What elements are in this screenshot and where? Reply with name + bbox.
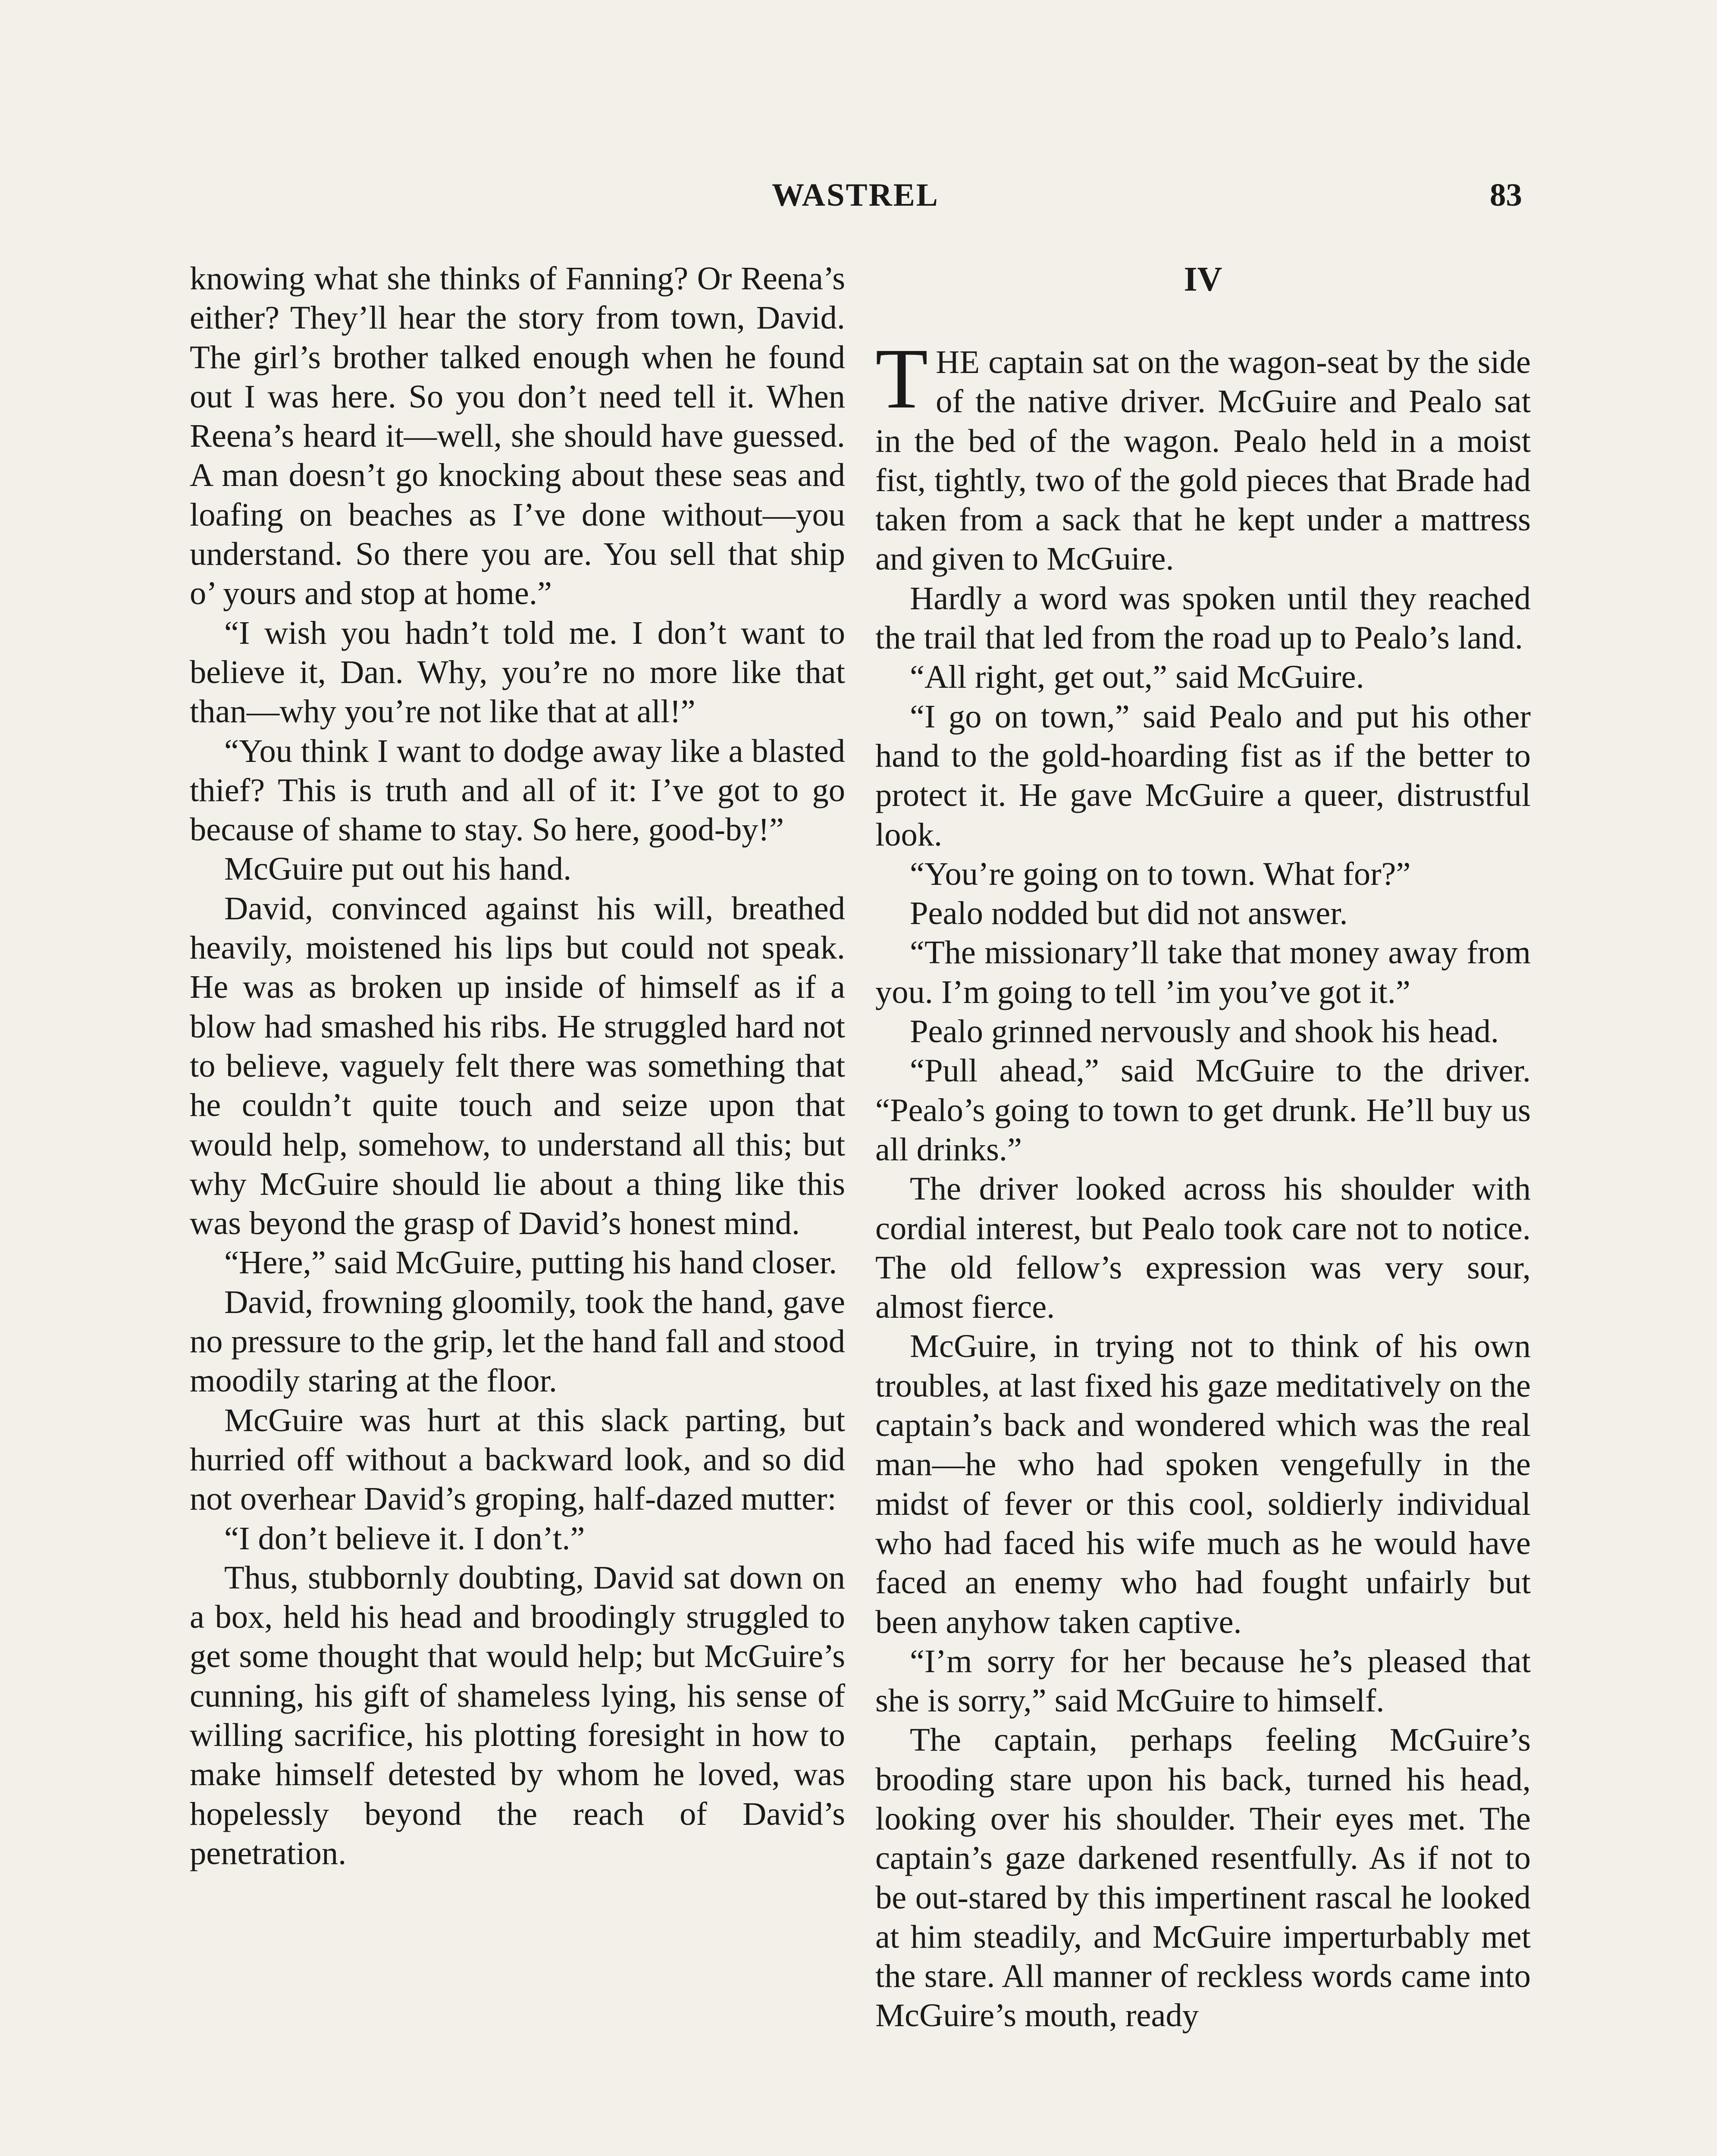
page-number: 83 (1490, 177, 1522, 213)
page-header (0, 177, 1717, 224)
paragraph: knowing what she thinks of Fanning? Or Reena’s either? They’ll hear the story from town, David. The girl’s brother talked enough when he found out I was here. So you don’t need tell it. When Reena’s heard it—well, she should have guessed. A man doesn’t go knocking about these seas and loafing on beaches as I’ve done without—you understand. So there you are. You sell that ship o’ yours and stop at home.” (190, 260, 845, 612)
paragraph: “The missionary’ll take that money away from you. I’m going to tell ’im you’ve got it.” (875, 934, 1531, 1010)
paragraph: “I’m sorry for her because he’s pleased that she is sorry,” said McGuire to himself. (875, 1642, 1531, 1719)
opening-paragraph (875, 331, 1531, 579)
paragraph: “I wish you hadn’t told me. I don’t want to believe it, Dan. Why, you’re no more like that than—why you’re not like that at all!” (190, 614, 845, 730)
paragraph: “You think I want to dodge away like a blasted thief? This is truth and all of it: I’ve got to go because of shame to stay. So here, good-by!” (190, 732, 845, 848)
paragraph: Thus, stubbornly doubting, David sat down on a box, held his head and broodingly struggled to get some thought that would help; but McGuire’s cunning, his gift of shameless lying, his sense of willing sacrifice, his plotting foresight in how to make himself detested by whom he loved, was hopelessly beyond the reach of David’s penetration. (190, 1559, 845, 1871)
paragraph: McGuire put out his hand. (224, 850, 572, 887)
paragraph: The captain, perhaps feeling McGuire’s brooding stare upon his back, turned his head, looking over his shoulder. Their eyes met. The captain’s gaze darkened resentfully. As if not to be out-stared by this impertinent rascal he looked at him steadily, and McGuire imperturbably met the stare. All manner of reckless words came into McGuire’s mouth, ready (875, 1721, 1531, 2034)
paragraph: “I go on town,” said Pealo and put his other hand to the gold-hoarding fist as if the better to protect it. He gave McGuire a queer, distrustful look. (875, 698, 1531, 853)
paragraph: The driver looked across his shoulder with cordial interest, but Pealo took care not to notice. The old fellow’s expression was very sour, almost fierce. (875, 1170, 1531, 1326)
running-title: WASTREL (772, 177, 939, 213)
paragraph: David, convinced against his will, breathed heavily, moistened his lips but could not speak. He was as broken up inside of himself as if a blow had smashed his ribs. He struggled hard not to believe, vaguely felt there was something that he couldn’t quite touch and seize upon that would help, somehow, to understand all this; but why McGuire should lie about a thing like this was beyond the grasp of David’s honest mind. (190, 890, 845, 1242)
paragraph: Hardly a word was spoken until they reached the trail that led from the road up to Pealo’s land. (875, 580, 1531, 656)
paragraph: “All right, get out,” said McGuire. (910, 658, 1364, 696)
paragraph: “Pull ahead,” said McGuire to the driver. “Pealo’s going to town to get drunk. He’ll buy us all drinks.” (875, 1052, 1531, 1168)
paragraph: “You’re going on to town. What for?” (910, 855, 1411, 892)
opening-text: HE captain sat on the wagon-seat by the side of the native driver. McGuire and Pealo sat in the bed of the wagon. Pealo held in a moist fist, tightly, two of the gold pieces that Brade had taken from a sack that he kept under a mattress and given to McGuire. (875, 344, 1531, 577)
paragraph: McGuire, in trying not to think of his own troubles, at last fixed his gaze meditatively on the captain’s back and wondered which was the real man—he who had spoken vengefully in the midst of fever or this cool, soldierly individual who had faced his wife much as he would have faced an enemy who had fought unfairly but been anyhow taken captive. (875, 1328, 1531, 1640)
paragraph: “Here,” said McGuire, putting his hand closer. (224, 1244, 837, 1281)
paragraph: “I don’t believe it. I don’t.” (224, 1520, 585, 1557)
paragraph: Pealo grinned nervously and shook his head. (910, 1013, 1499, 1050)
paragraph: McGuire was hurt at this slack parting, but hurried off without a backward look, and so did not overhear David’s groping, half-dazed mutter: (190, 1401, 845, 1517)
drop-cap: T (875, 331, 928, 426)
paragraph: David, frowning gloomily, took the hand, gave no pressure to the grip, let the hand fall and stood moodily staring at the floor. (190, 1283, 845, 1399)
section-heading: IV (1184, 260, 1222, 298)
paragraph: Pealo nodded but did not answer. (910, 895, 1348, 932)
right-column (875, 259, 1531, 2035)
left-column (190, 259, 845, 1873)
